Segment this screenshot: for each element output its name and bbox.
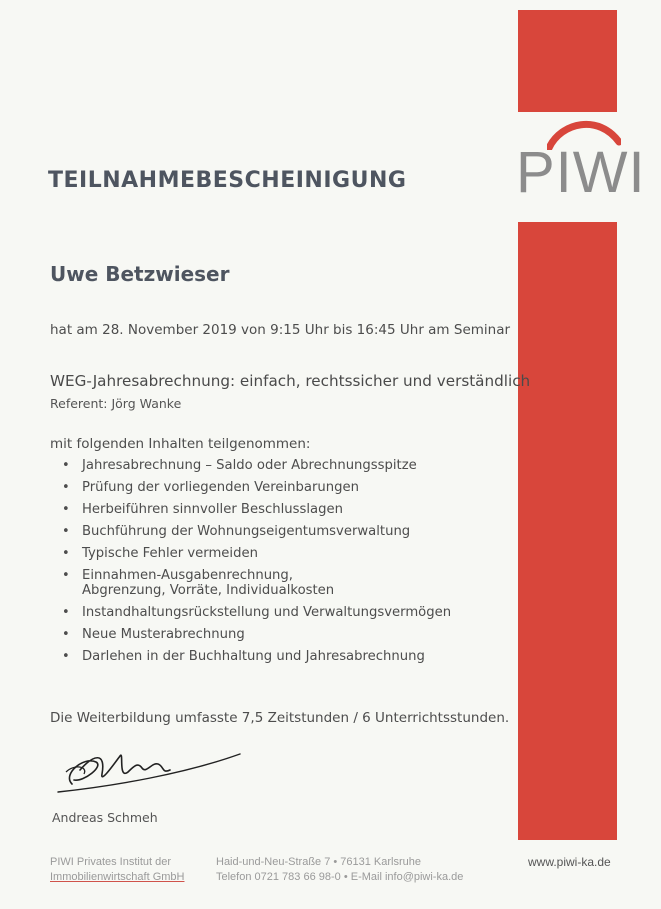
piwi-logo <box>510 112 646 222</box>
bullet-icon: • <box>62 502 70 517</box>
list-item: • Darlehen in der Buchhaltung und Jahresabrechnung <box>62 649 425 664</box>
bullet-icon: • <box>62 524 70 539</box>
footer-contact: Telefon 0721 783 66 98-0 • E-Mail info@piwi-ka.de <box>216 871 464 883</box>
list-item: • Instandhaltungsrückstellung und Verwaltungsvermögen <box>62 605 452 620</box>
list-item: • Herbeiführen sinnvoller Beschlusslagen <box>62 502 343 517</box>
footer-address: Haid-und-Neu-Straße 7 • 76131 Karlsruhe <box>216 856 422 868</box>
list-item: • Einnahmen-Ausgabenrechnung, Abgrenzung, Vorräte, Individualkosten <box>62 568 335 598</box>
attendance-line: hat am 28. November 2019 von 9:15 Uhr bis 16:45 Uhr am Seminar <box>50 322 511 338</box>
list-item: • Typische Fehler vermeiden <box>62 546 258 561</box>
certificate-title: TEILNAHMEBESCHEINIGUNG <box>48 168 407 193</box>
footer-org-line1: PIWI Privates Institut der <box>50 856 172 868</box>
footer-website-link[interactable]: www.piwi-ka.de <box>528 855 611 869</box>
bullet-icon: • <box>62 649 70 664</box>
referent: Referent: Jörg Wanke <box>50 396 182 411</box>
logo-text: PIWI <box>516 140 646 205</box>
bullet-icon: • <box>62 605 70 620</box>
seminar-title: WEG-Jahresabrechnung: einfach, rechtssicher und verständlich <box>50 372 531 390</box>
participant-name: Uwe Betzwieser <box>50 262 230 286</box>
topic-list <box>60 458 451 671</box>
bullet-icon: • <box>62 480 70 495</box>
bullet-icon: • <box>62 458 70 473</box>
list-item: • Prüfung der vorliegenden Vereinbarungen <box>62 480 359 495</box>
list-item: • Neue Musterabrechnung <box>62 627 245 642</box>
bullet-icon: • <box>62 546 70 561</box>
signatory-name: Andreas Schmeh <box>52 810 158 825</box>
list-item: • Jahresabrechnung – Saldo oder Abrechnungsspitze <box>62 458 417 473</box>
topics-intro: mit folgenden Inhalten teilgenommen: <box>50 436 311 452</box>
list-item: • Buchführung der Wohnungseigentumsverwaltung <box>62 524 411 539</box>
signature-icon <box>54 744 244 799</box>
footer-org-line2: Immobilienwirtschaft GmbH <box>50 871 185 883</box>
duration-statement: Die Weiterbildung umfasste 7,5 Zeitstunden / 6 Unterrichtsstunden. <box>50 710 510 726</box>
bullet-icon: • <box>62 568 70 583</box>
bullet-icon: • <box>62 627 70 642</box>
